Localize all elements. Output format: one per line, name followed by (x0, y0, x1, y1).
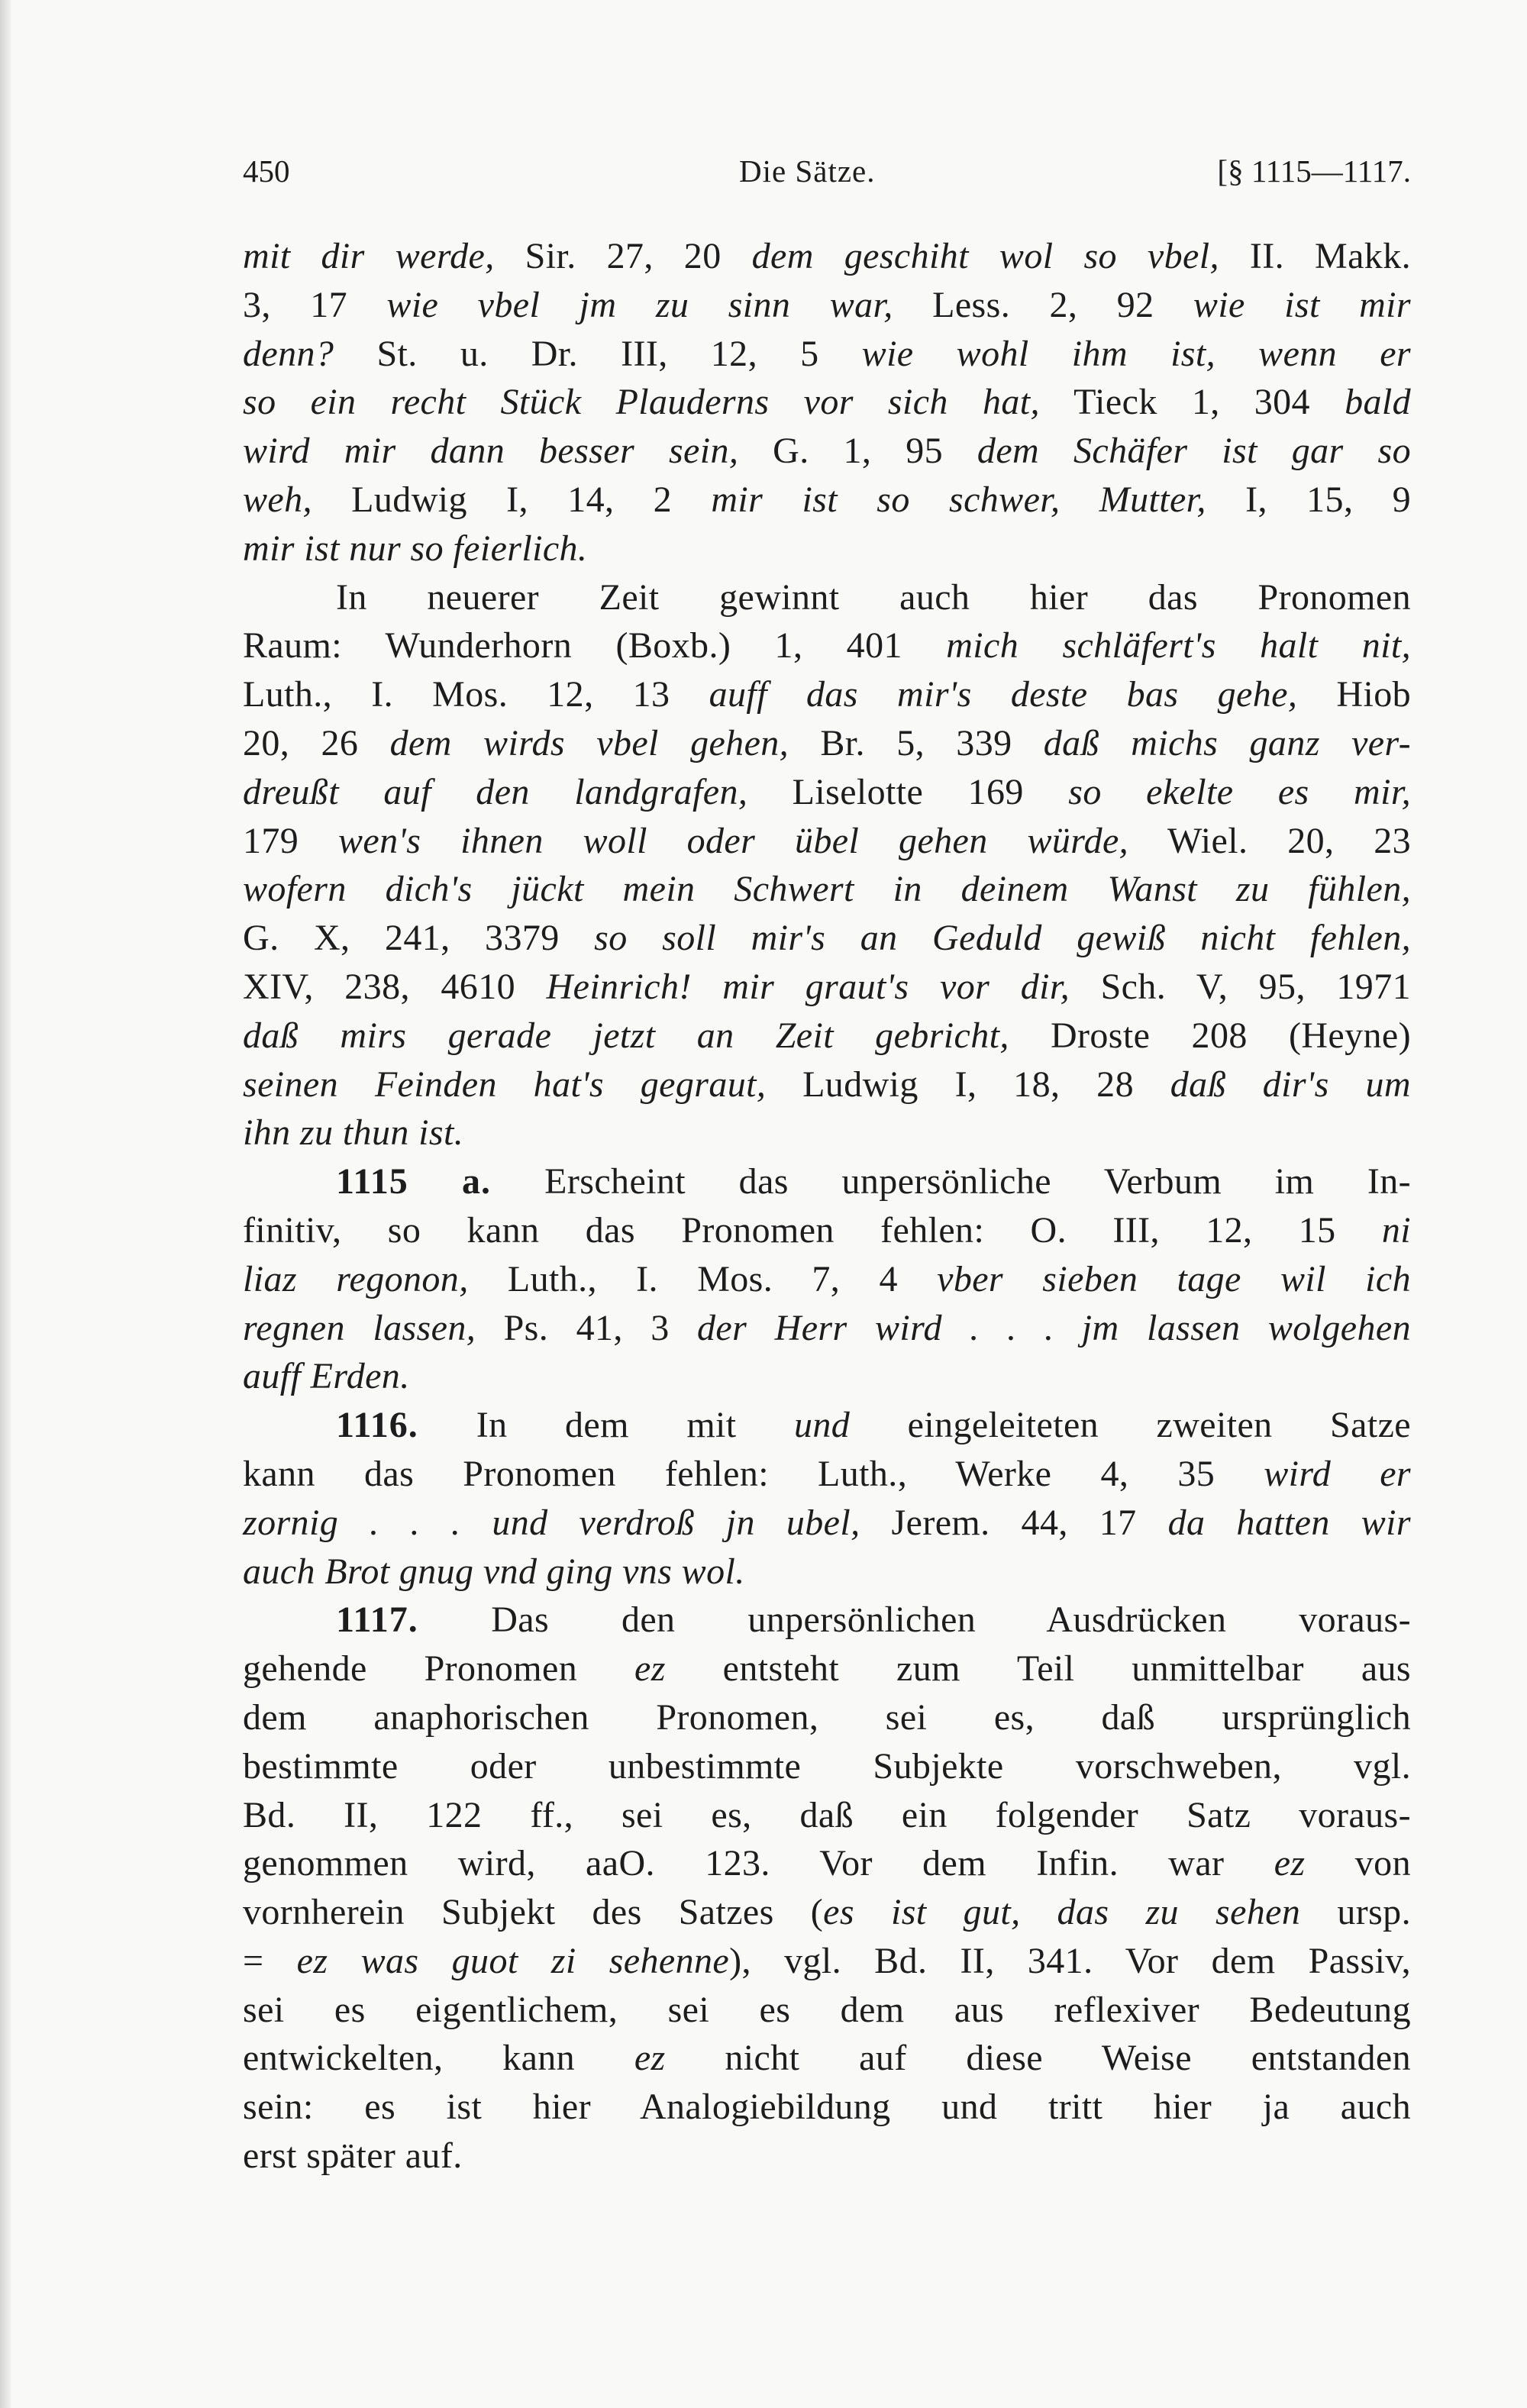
text-line (243, 1157, 1411, 1206)
italic-quote: es ist gut, das zu sehen (823, 1892, 1301, 1933)
text-run: In dem mit (476, 1405, 794, 1446)
text-run: II. Makk. (1219, 236, 1411, 276)
body-text (243, 232, 1411, 2180)
italic-quote: wofern dich's jückt mein Schwert in deinem Wanst zu fühlen, (243, 869, 1411, 910)
italic-quote: ihn zu thun ist. (243, 1112, 464, 1154)
text-line (243, 1839, 1411, 1888)
italic-quote: wie ist mir (1193, 284, 1411, 325)
text-run: Bd. II, 122 ff., sei es, daß ein folgender Satz voraus- (243, 1794, 1411, 1835)
italic-quote: wie vbel jm zu sinn war, (386, 284, 893, 325)
page-number: 450 (243, 153, 290, 189)
italic-quote: mir ist nur so feierlich. (243, 528, 588, 569)
text-run: sei es eigentlichem, sei es dem aus reflexiver Bedeutung (243, 1989, 1411, 2030)
text-run: von (1305, 1843, 1411, 1884)
text-run: 3, 17 (243, 284, 387, 325)
text-run: I, 15, 9 (1206, 479, 1411, 520)
italic-quote: dem geschiht wol so vbel, (751, 236, 1219, 276)
text-line (243, 1401, 1411, 1450)
text-run: 179 (243, 820, 339, 861)
text-line (243, 963, 1411, 1012)
text-line (243, 427, 1411, 476)
text-line (243, 1693, 1411, 1742)
text-run: Ludwig I, 14, 2 (312, 479, 712, 520)
text-run: Hiob (1297, 674, 1412, 715)
text-line (243, 1791, 1411, 1840)
text-line (243, 914, 1411, 963)
italic-quote: und (794, 1405, 851, 1446)
text-run: Sir. 27, 20 (494, 236, 752, 276)
text-run: entwickelten, kann (243, 2038, 634, 2079)
text-line (243, 1304, 1411, 1353)
text-line (243, 670, 1411, 719)
italic-quote: dreußt auf den landgrafen, (243, 771, 748, 812)
italic-quote: auff Erden. (243, 1356, 410, 1397)
paragraph-1116 (243, 1401, 1411, 1596)
text-run: entsteht zum Teil unmittelbar aus (665, 1648, 1411, 1690)
text-line (243, 378, 1411, 427)
text-line (243, 573, 1411, 622)
text-run: Less. 2, 92 (893, 284, 1193, 325)
paragraph-1115a (243, 1157, 1411, 1401)
paragraph-continuation (243, 232, 1411, 573)
italic-quote: daß michs ganz ver- (1043, 722, 1412, 763)
italic-quote: denn? (243, 333, 334, 374)
text-line (243, 525, 1411, 573)
text-run: Ps. 41, 3 (476, 1307, 698, 1348)
text-run: Tieck 1, 304 (1039, 382, 1345, 423)
text-run: gehende Pronomen (243, 1648, 634, 1690)
running-title: Die Sätze. (739, 153, 876, 189)
italic-quote: auff das mir's deste bas gehe, (709, 674, 1298, 715)
text-run: ursp. (1300, 1892, 1411, 1933)
italic-quote: so ein recht Stück Plauderns vor sich hat, (243, 382, 1040, 423)
text-line (243, 1012, 1411, 1060)
section-number: 1115 a. (336, 1161, 545, 1202)
italic-quote: regnen lassen, (243, 1307, 476, 1348)
italic-quote: so soll mir's an Geduld gewiß nicht fehlen, (594, 918, 1412, 959)
section-number: 1116. (336, 1405, 476, 1446)
italic-quote: ez (1274, 1843, 1306, 1884)
text-run: Das den unpersönlichen Ausdrücken voraus- (491, 1599, 1411, 1641)
text-run: sein: es ist hier Analogiebildung und tritt hier ja auch (243, 2087, 1411, 2128)
italic-quote: dem Schäfer ist gar so (977, 431, 1411, 472)
text-line (243, 1499, 1411, 1548)
text-line (243, 1596, 1411, 1645)
text-line (243, 2132, 1411, 2180)
text-line (243, 1352, 1411, 1401)
text-run: Br. 5, 339 (789, 722, 1044, 763)
section-range: [§ 1115—1117. (1217, 153, 1411, 189)
text-run: Wiel. 20, 23 (1128, 820, 1411, 861)
text-run: Raum: Wunderhorn (Boxb.) 1, 401 (243, 625, 947, 667)
text-run: ), vgl. Bd. II, 341. Vor dem Passiv, (729, 1940, 1411, 1981)
paragraph-1117 (243, 1596, 1411, 2180)
italic-quote: wie wohl ihm ist, wenn er (861, 333, 1411, 374)
italic-quote: daß mirs gerade jetzt an Zeit gebricht, (243, 1015, 1009, 1056)
text-line (243, 1450, 1411, 1499)
text-line (243, 476, 1411, 525)
section-number: 1117. (336, 1599, 492, 1641)
text-line (243, 1645, 1411, 1693)
italic-quote: dem wirds vbel gehen, (389, 722, 789, 763)
text-run: St. u. Dr. III, 12, 5 (334, 333, 862, 374)
running-header (243, 153, 1411, 199)
italic-quote: wird mir dann besser sein, (243, 431, 739, 472)
text-line (243, 330, 1411, 379)
text-run: In neuerer Zeit gewinnt auch hier das Pronomen (336, 576, 1411, 618)
italic-quote: wen's ihnen woll oder übel gehen würde, (338, 820, 1129, 861)
italic-quote: ez (634, 2038, 666, 2079)
italic-quote: so ekelte es mir, (1068, 771, 1411, 812)
text-line (243, 1060, 1411, 1109)
text-run: G. X, 241, 3379 (243, 918, 595, 959)
text-line (243, 1548, 1411, 1596)
text-run: Jerem. 44, 17 (860, 1502, 1168, 1543)
text-run: Droste 208 (Heyne) (1009, 1015, 1411, 1056)
text-line (243, 232, 1411, 281)
italic-quote: auch Brot gnug vnd ging vns wol. (243, 1551, 745, 1592)
paragraph-neuerer-zeit (243, 573, 1411, 1158)
text-run: XIV, 238, 4610 (243, 966, 547, 1007)
italic-quote: mich schläfert's halt nit, (946, 625, 1411, 667)
text-line (243, 2034, 1411, 2083)
italic-quote: daß dir's um (1170, 1064, 1411, 1105)
italic-quote: ni (1381, 1209, 1411, 1251)
text-run: bestimmte oder unbestimmte Subjekte vorschweben, vgl. (243, 1745, 1411, 1787)
text-line (243, 1109, 1411, 1157)
italic-quote: bald (1345, 382, 1412, 423)
text-run: Liselotte 169 (747, 771, 1069, 812)
text-run: = (243, 1940, 297, 1981)
text-run: Erscheint das unpersönliche Verbum im In- (544, 1161, 1411, 1202)
text-run: G. 1, 95 (738, 431, 977, 472)
text-run: erst später auf. (243, 2135, 463, 2177)
text-line (243, 865, 1411, 914)
text-run: kann das Pronomen fehlen: Luth., Werke 4, 35 (243, 1453, 1264, 1494)
page-edge-shadow (0, 0, 11, 2408)
text-run: Sch. V, 95, 1971 (1070, 966, 1411, 1007)
text-line (243, 768, 1411, 817)
text-run: eingeleiteten zweiten Satze (850, 1405, 1411, 1446)
text-line (243, 1255, 1411, 1304)
text-run: vornherein Subjekt des Satzes ( (243, 1892, 824, 1933)
text-line (243, 1888, 1411, 1937)
italic-quote: der Herr wird . . . jm lassen wolgehen (697, 1307, 1411, 1348)
text-run: nicht auf diese Weise entstanden (665, 2038, 1411, 2079)
italic-quote: seinen Feinden hat's gegraut, (243, 1064, 767, 1105)
italic-quote: weh, (243, 479, 312, 520)
italic-quote: vber sieben tage wil ich (937, 1258, 1411, 1299)
text-line (243, 817, 1411, 866)
text-line (243, 719, 1411, 768)
italic-quote: ez (634, 1648, 666, 1690)
text-run: 20, 26 (243, 722, 390, 763)
text-run: dem anaphorischen Pronomen, sei es, daß ursprünglich (243, 1696, 1411, 1738)
text-run: Luth., I. Mos. 7, 4 (468, 1258, 938, 1299)
text-line (243, 2083, 1411, 2132)
text-line (243, 1986, 1411, 2035)
italic-quote: da hatten wir (1167, 1502, 1411, 1543)
text-run: genommen wird, aaO. 123. Vor dem Infin. war (243, 1843, 1274, 1884)
text-line (243, 1206, 1411, 1255)
text-run: Luth., I. Mos. 12, 13 (243, 674, 709, 715)
italic-quote: ez was guot zi sehenne (296, 1940, 730, 1981)
italic-quote: Heinrich! mir graut's vor dir, (546, 966, 1070, 1007)
italic-quote: wird er (1264, 1453, 1411, 1494)
text-line (243, 281, 1411, 330)
text-line (243, 1742, 1411, 1791)
text-line (243, 1937, 1411, 1986)
text-run: finitiv, so kann das Pronomen fehlen: O. III, 12, 15 (243, 1209, 1382, 1251)
text-run: Ludwig I, 18, 28 (766, 1064, 1170, 1105)
italic-quote: liaz regonon, (243, 1258, 469, 1299)
italic-quote: mit dir werde, (243, 236, 495, 276)
italic-quote: zornig . . . und verdroß jn ubel, (243, 1502, 860, 1543)
text-line (243, 621, 1411, 670)
italic-quote: mir ist so schwer, Mutter, (711, 479, 1206, 520)
